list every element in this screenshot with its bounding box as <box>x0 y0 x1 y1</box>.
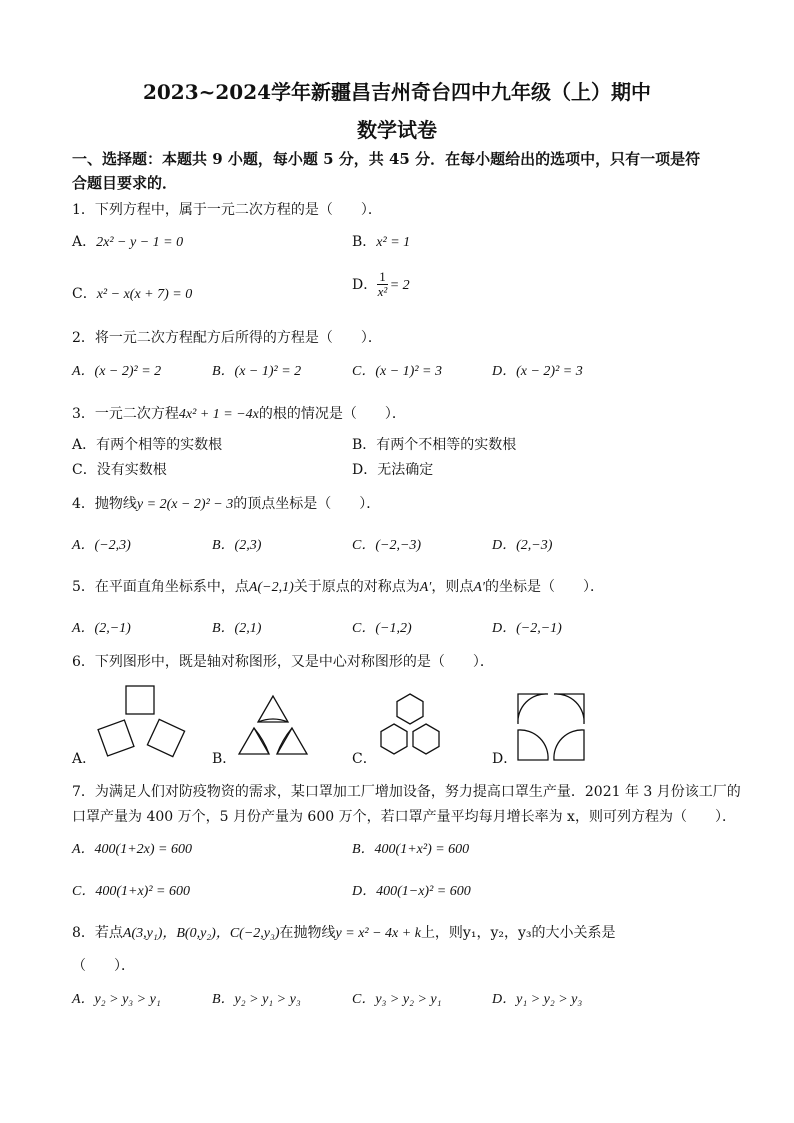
q1-option-b-label: B． <box>352 234 377 250</box>
q2-option-a: A．(x − 2)² = 2 <box>72 364 162 379</box>
q1-option-d-numerator: 1 <box>379 269 386 284</box>
q6-figure-a-three-squares <box>94 684 190 764</box>
q5-option-c: C．(−1,2) <box>352 621 412 636</box>
q1-option-b <box>352 231 410 251</box>
q4-option-c: C．(−2,−3) <box>352 538 422 553</box>
q3-option-c: C．没有实数根 <box>72 462 167 478</box>
q1-option-c-label: C． <box>72 286 97 302</box>
q2-option-b: B．(x − 1)² = 2 <box>212 364 302 379</box>
exam-title-line1: 2023~2024学年新疆昌吉州奇台四中九年级（上）期中 <box>142 80 652 104</box>
q1-option-b-expr: x² = 1 <box>376 235 411 250</box>
q7-stem-line2: 口罩产量为 400 万个，5 月份产量为 600 万个，若口罩产量平均每月增长率为 x，则可列方程为（ ）． <box>72 809 736 825</box>
q6-option-a-label: A． <box>72 751 97 767</box>
q5-stem-point: A(−2,1) <box>248 580 294 595</box>
section-heading-line2: 合题目要求的． <box>72 174 178 192</box>
q1-stem: 1．下列方程中，属于一元二次方程的是（ ）． <box>72 202 382 218</box>
q7-option-a: A．400(1+2x) = 600 <box>72 842 192 857</box>
q7-stem-line1: 7．为满足人们对防疫物资的需求，某口罩加工厂增加设备，努力提高口罩生产量．2021 年 3 月份该工厂的 <box>72 784 741 800</box>
section-heading-line1: 一、选择题：本题共 9 小题，每小题 5 分，共 45 分．在每小题给出的选项中，只有一项是符 <box>72 150 701 168</box>
q5-stem <box>72 576 604 596</box>
q8-stem-parabola: y = x² − 4x + k <box>335 926 421 941</box>
q1-option-c <box>72 283 192 303</box>
q1-option-d-denominator: x² <box>377 284 388 300</box>
q8-option-d: D．y₁ > y₂ > y₃ <box>492 992 583 1007</box>
exam-title-line2: 数学试卷 <box>357 118 437 142</box>
q4-option-b: B．(2,3) <box>212 538 262 553</box>
q3-stem-post: 的根的情况是（ ）． <box>258 406 406 422</box>
q7-option-b: B．400(1+x²) = 600 <box>352 842 470 857</box>
q8-option-b: B．y₂ > y₁ > y₃ <box>212 992 301 1007</box>
q5-stem-post: 的坐标是（ ）． <box>485 579 604 595</box>
q7-option-d: D．400(1−x)² = 600 <box>352 884 471 899</box>
q6-stem: 6．下列图形中，既是轴对称图形，又是中心对称图形的是（ ）． <box>72 654 494 670</box>
q4-option-d: D．(2,−3) <box>492 538 553 553</box>
q8-option-a: A．y₂ > y₃ > y₁ <box>72 992 161 1007</box>
q6-option-c-label: C． <box>352 751 377 767</box>
q8-stem-post: 上，则y₁，y₂，y₃的大小关系是 <box>420 925 616 941</box>
q3-stem-expr: 4x² + 1 = −4x <box>178 407 259 422</box>
q5-stem-mid2: ，则点 <box>431 579 474 595</box>
q6-option-d-label: D． <box>492 751 518 767</box>
q4-option-a: A．(−2,3) <box>72 538 131 553</box>
q1-option-d-rest: = 2 <box>389 277 410 293</box>
q3-option-a: A．有两个相等的实数根 <box>72 437 223 453</box>
q2-option-c: C．(x − 1)² = 3 <box>352 364 442 379</box>
q6-figure-d-four-concave-squares <box>516 692 586 762</box>
q6-figure-b-triangle-arcs <box>234 694 312 764</box>
q8-stem-line1 <box>72 922 616 942</box>
q1-option-a <box>72 231 183 251</box>
q1-option-d-fraction <box>377 270 388 300</box>
q1-option-c-expr: x² − x(x + 7) = 0 <box>96 287 193 302</box>
q6-option-b-label: B． <box>212 751 237 767</box>
q2-option-d: D．(x − 2)² = 3 <box>492 364 583 379</box>
q4-stem <box>72 493 380 513</box>
q3-stem-pre: 3．一元二次方程 <box>72 406 179 422</box>
q8-stem-pre: 8．若点 <box>72 925 123 941</box>
q5-option-b: B．(2,1) <box>212 621 262 636</box>
q5-stem-mid: 关于原点的对称点为 <box>293 579 420 595</box>
q5-stem-point-prime-2: A′ <box>473 580 485 595</box>
q6-figure-c-three-hexagons <box>374 692 446 760</box>
q3-option-d: D．无法确定 <box>352 462 434 478</box>
q5-stem-pre: 5．在平面直角坐标系中，点 <box>72 579 249 595</box>
q8-option-c: C．y₃ > y₂ > y₁ <box>352 992 442 1007</box>
q4-stem-pre: 4．抛物线 <box>72 496 137 512</box>
q8-stem-points: A(3,y₁)，B(0,y₂)，C(−2,y₃) <box>122 926 280 941</box>
q1-option-a-expr: 2x² − y − 1 = 0 <box>96 235 184 250</box>
q5-option-d: D．(−2,−1) <box>492 621 562 636</box>
q3-option-b: B．有两个不相等的实数根 <box>352 437 517 453</box>
q4-stem-expr: y = 2(x − 2)² − 3 <box>136 497 234 512</box>
q3-stem <box>72 403 406 423</box>
q5-stem-point-prime-1: A′ <box>419 580 432 595</box>
q1-option-d-label: D． <box>352 276 378 293</box>
q7-option-c: C．400(1+x)² = 600 <box>72 884 190 899</box>
q4-stem-post: 的顶点坐标是（ ）． <box>233 496 381 512</box>
q1-option-d <box>352 270 410 300</box>
q2-stem: 2．将一元二次方程配方后所得的方程是（ ）． <box>72 330 382 346</box>
q8-stem-mid: 在抛物线 <box>279 925 336 941</box>
q8-stem-line2: （ ）． <box>72 958 135 974</box>
q5-option-a: A．(2,−1) <box>72 621 131 636</box>
q1-option-a-label: A． <box>72 234 97 250</box>
